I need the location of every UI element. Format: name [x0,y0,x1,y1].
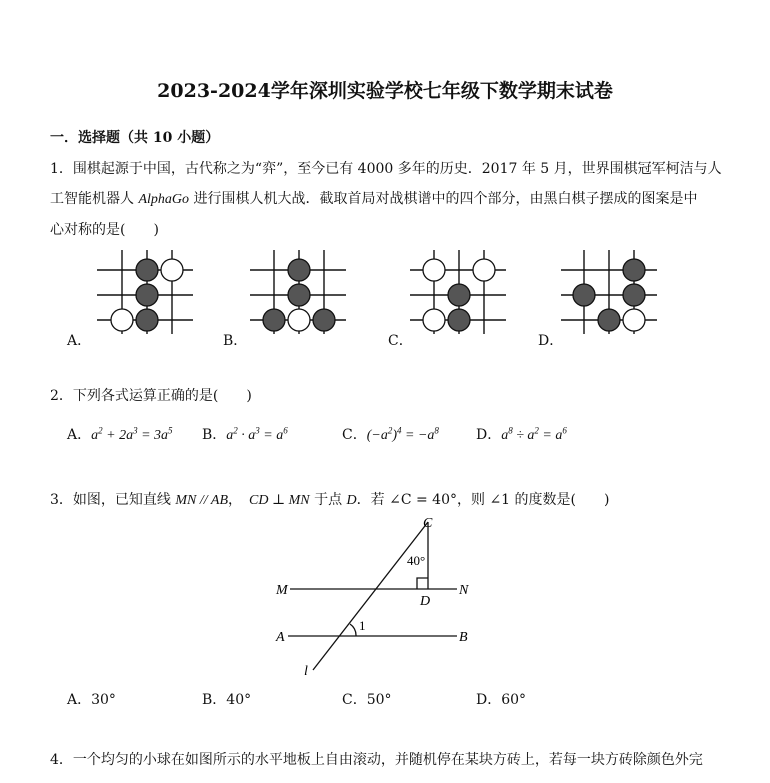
go-board-c [408,248,508,336]
black-stone [448,309,470,331]
label-l: l [304,664,308,679]
q1-option-c[interactable]: C． [388,333,413,349]
q2-option-d[interactable] [476,424,567,444]
q3-cd-mn: CD ⊥ MN [249,493,310,508]
go-board-d [559,248,659,336]
black-stone [598,309,620,331]
q2-option-a[interactable] [67,424,173,444]
q2-option-b[interactable] [202,424,288,444]
q3-option-d[interactable]: D．60° [476,692,527,708]
label-c: C [423,516,433,531]
q3-option-a[interactable]: A．30° [67,692,116,708]
q3-option-b[interactable]: B．40° [202,692,252,708]
q1-option-b[interactable]: B． [223,333,248,349]
angle-1-arc [350,624,356,636]
q2-option-c-formula: $(-a^2)^4 = -a^8$ [366,425,439,443]
black-stone [136,284,158,306]
q1-line-2 [50,188,697,208]
section-heading: 一．选择题（共 10 小题） [50,130,220,146]
label-angle-1: 1 [359,618,366,633]
q3-stem-post: 于点 [309,492,347,508]
right-angle-mark [417,578,428,589]
black-stone [136,309,158,331]
q3-stem [50,489,609,509]
label-n: N [459,583,469,598]
q3-geometry-figure [270,512,480,680]
black-stone [136,259,158,281]
black-stone [288,259,310,281]
black-stone [573,284,595,306]
label-b: B [459,630,468,645]
q3-mn-ab: MN // AB [175,493,228,508]
white-stone [288,309,310,331]
black-stone [288,284,310,306]
black-stone [623,284,645,306]
q1-option-a[interactable]: A． [67,333,92,349]
q1-line-2-pre: 工智能机器人 [50,191,139,207]
q1-line-2-post: 进行围棋人机大战．截取首局对战棋谱中的四个部分，由黑白棋子摆成的图案是中 [189,191,698,207]
q3-option-c[interactable]: C．50° [342,692,392,708]
label-d: D [420,594,431,609]
q2-option-b-formula: $a^2 \cdot a^3 = a^6$ [226,425,288,443]
q2-option-a-formula: $a^2 + 2a^3 = 3a^5$ [91,425,173,443]
q3-stem-mid: ， [228,492,249,508]
black-stone [448,284,470,306]
black-stone [263,309,285,331]
q3-point-d: D [346,493,357,508]
q1-line-1: 1．围棋起源于中国，古代称之为“弈”，至今已有 4000 多年的历史．2017 年 5 月，世界围棋冠军柯洁与人 [50,161,722,177]
q2-option-d-formula: $a^8 \div a^2 = a^6$ [501,425,567,443]
label-a: A [276,630,285,645]
black-stone [313,309,335,331]
line-l [313,522,431,670]
q4-line-1: 4．一个均匀的小球在如图所示的水平地板上自由滚动，并随机停在某块方砖上，若每一块方砖除颜色外完 [50,752,703,768]
label-40-degree: 40° [407,553,426,568]
q2-option-c[interactable] [342,424,439,444]
q2-option-a-label: A． [67,427,92,443]
q2-stem: 2．下列各式运算正确的是( ) [50,388,252,404]
label-m: M [276,583,288,598]
white-stone [473,259,495,281]
white-stone [623,309,645,331]
q3-stem-pre: 3．如图，已知直线 [50,492,176,508]
white-stone [423,259,445,281]
white-stone [161,259,183,281]
page-title: 2023-2024学年深圳实验学校七年级下数学期末试卷 [157,80,613,102]
q1-line-3: 心对称的是( ) [50,222,159,238]
q1-option-d[interactable]: D． [538,333,564,349]
go-board-b [248,248,348,336]
white-stone [423,309,445,331]
go-board-a [95,248,195,336]
q3-stem-tail: ．若 ∠C = 40°，则 ∠1 的度数是( ) [356,492,610,508]
q2-option-c-label: C． [342,427,367,443]
white-stone [111,309,133,331]
black-stone [623,259,645,281]
alphago-text: AlphaGo [138,192,190,207]
q2-option-b-label: B． [202,427,227,443]
q2-option-d-label: D． [476,427,502,443]
